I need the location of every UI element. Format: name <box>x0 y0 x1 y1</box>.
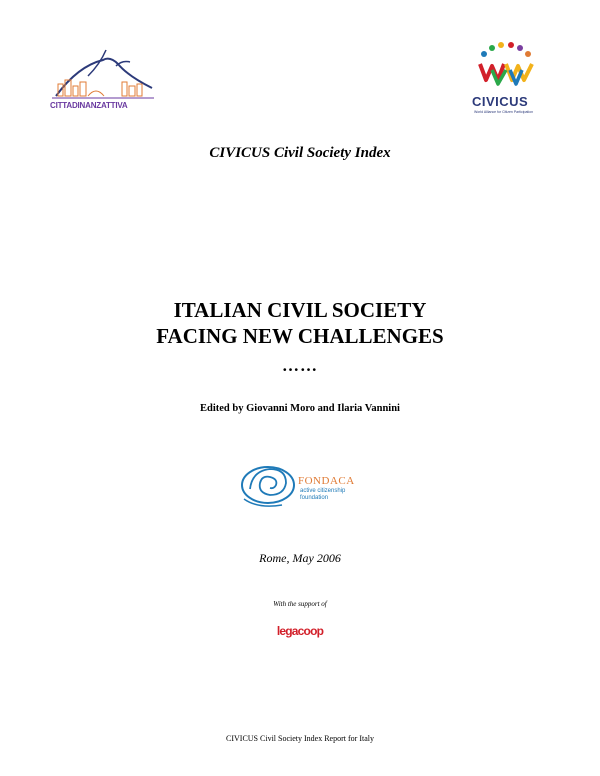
fondaca-tagline-line-2: foundation <box>300 495 329 501</box>
civicus-people-ring-icon <box>470 40 544 94</box>
fondaca-spiral-icon <box>238 455 298 511</box>
fondaca-tagline-line-1: active citizenship <box>300 488 346 494</box>
title-ornament-dots: …… <box>282 356 318 375</box>
civicus-tagline: World Alliance for Citizen Participation <box>474 110 534 114</box>
main-title <box>0 297 600 349</box>
legacoop-logo: legacoop <box>276 624 324 638</box>
cittadinanzattiva-logo <box>48 46 160 114</box>
main-title-line-2: FACING NEW CHALLENGES <box>156 324 444 348</box>
cittadinanzattiva-wordmark: CITTADINANZATTIVA <box>50 101 128 110</box>
editors-line: Edited by Giovanni Moro and Ilaria Vannini <box>200 403 400 414</box>
series-title: CIVICUS Civil Society Index <box>209 145 391 161</box>
page-footer: CIVICUS Civil Society Index Report for Italy <box>226 734 374 743</box>
fondaca-wordmark: FONDACA <box>298 475 355 487</box>
civicus-wordmark: CIVICUS <box>472 94 529 109</box>
support-label: With the support of <box>273 600 327 608</box>
fondaca-logo <box>238 455 366 511</box>
fondaca-tagline <box>300 488 345 502</box>
date-place: Rome, May 2006 <box>259 551 341 565</box>
civicus-logo <box>470 40 544 116</box>
main-title-line-1: ITALIAN CIVIL SOCIETY <box>173 298 427 322</box>
